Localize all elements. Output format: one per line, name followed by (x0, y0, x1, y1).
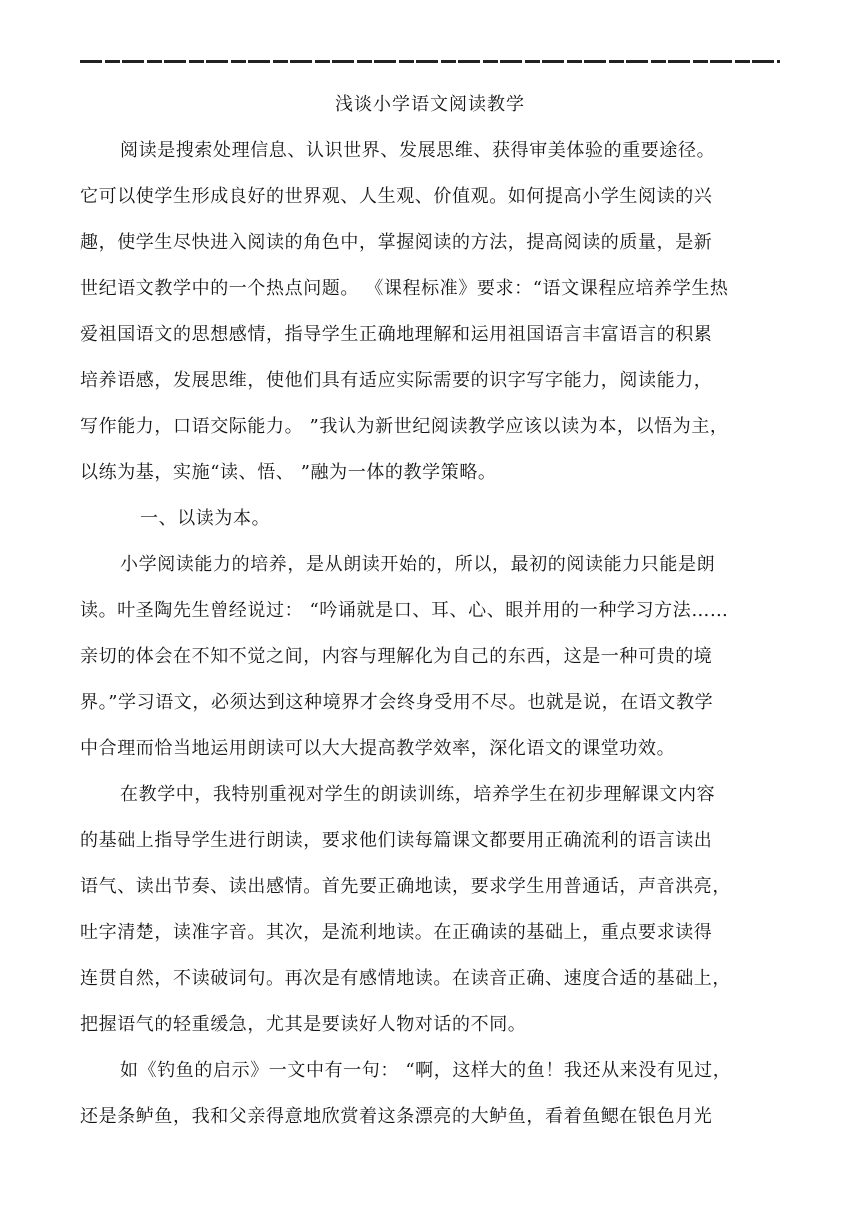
text-line: 界。”学习语文，必须达到这种境界才会终身受用不尽。也就是说，在语文教学 (80, 692, 714, 713)
text-line: 阅读是搜索处理信息、认识世界、发展思维、获得审美体验的重要途径。 (120, 140, 716, 161)
text-line: 如《钓鱼的启示》一文中有一句： “啊，这样大的鱼！我还从来没有见过， (120, 1060, 732, 1081)
text-line: 把握语气的轻重缓急，尤其是要读好人物对话的不同。 (80, 1014, 527, 1035)
text-line: 写作能力，口语交际能力。 ”我认为新世纪阅读教学应该以读为本，以悟为主， (80, 416, 729, 437)
text-line: 培养语感，发展思维，使他们具有适应实际需要的识字写字能力，阅读能力， (80, 370, 713, 391)
document-title: 浅谈小学语文阅读教学 (335, 94, 525, 115)
text-line: 爱祖国语文的思想感情，指导学生正确地理解和运用祖国语言丰富语言的积累 (80, 324, 713, 345)
header-rule (80, 60, 780, 63)
text-line: 小学阅读能力的培养，是从朗读开始的，所以，最初的阅读能力只能是朗 (120, 554, 716, 575)
text-line: 以练为基，实施“读、悟、 ”融为一体的教学策略。 (80, 462, 497, 483)
text-line: 连贯自然，不读破词句。再次是有感情地读。在读音正确、速度合适的基础上， (80, 968, 731, 989)
text-line: 语气、读出节奏、读出感情。首先要正确地读，要求学生用普通话，声音洪亮， (80, 876, 731, 897)
text-line: 亲切的体会在不知不觉之间，内容与理解化为自己的东西，这是一种可贵的境 (80, 646, 713, 667)
text-line: 的基础上指导学生进行朗读，要求他们读每篇课文都要用正确流利的语言读出 (80, 830, 713, 851)
text-line: 还是条鲈鱼，我和父亲得意地欣赏着这条漂亮的大鲈鱼，看着鱼鳃在银色月光 (80, 1106, 713, 1127)
section-heading: 一、以读为本。 (140, 508, 271, 529)
text-line: 中合理而恰当地运用朗读可以大大提高教学效率，深化语文的课堂功效。 (80, 738, 676, 759)
text-line: 它可以使学生形成良好的世界观、人生观、价值观。如何提高小学生阅读的兴 (80, 186, 713, 207)
text-line: 世纪语文教学中的一个热点问题。 《课程标准》要求：“语文课程应培养学生热 (80, 278, 729, 299)
text-line: 吐字清楚，读准字音。其次，是流利地读。在正确读的基础上，重点要求读得 (80, 922, 713, 943)
text-line: 读。叶圣陶先生曾经说过： “吟诵就是口、耳、心、眼并用的一种学习方法…… (80, 600, 729, 621)
text-line: 在教学中，我特别重视对学生的朗读训练，培养学生在初步理解课文内容 (120, 784, 716, 805)
text-line: 趣，使学生尽快进入阅读的角色中，掌握阅读的方法，提高阅读的质量，是新 (80, 232, 713, 253)
